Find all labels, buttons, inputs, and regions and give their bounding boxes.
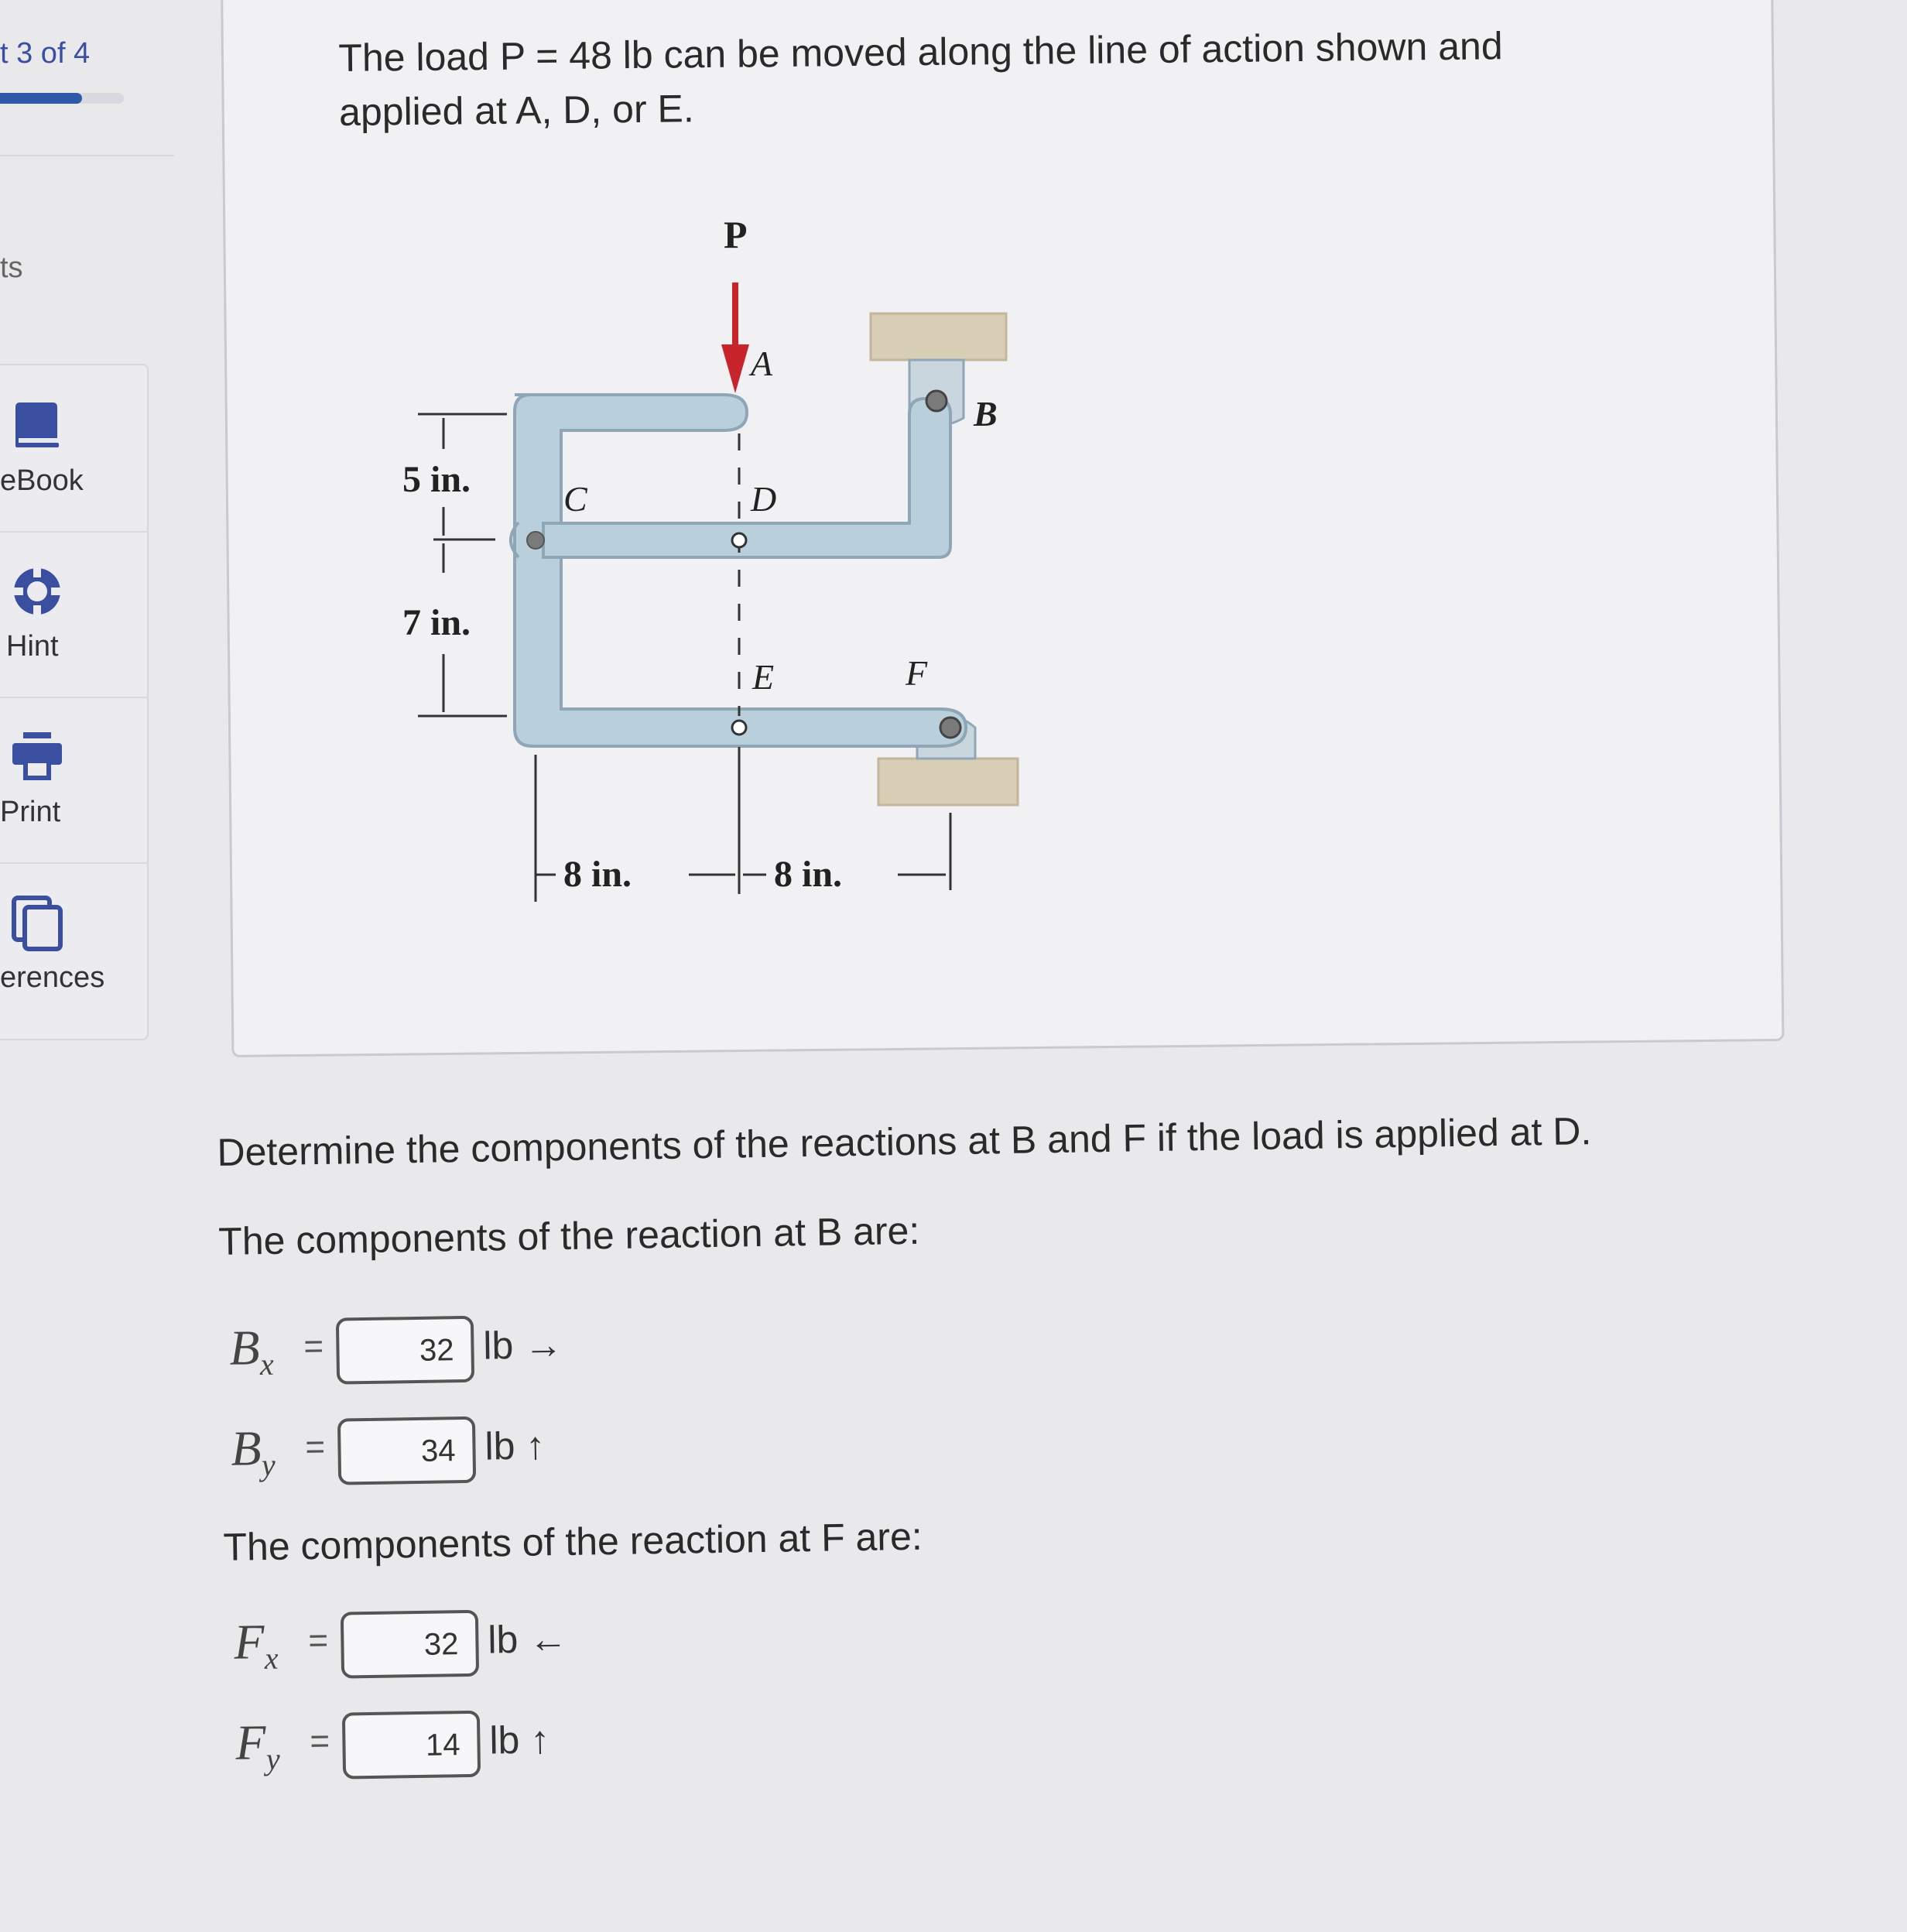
dim-upper-label: 5 in. <box>402 459 471 500</box>
by-symbol: $B_y$ <box>230 1420 276 1482</box>
by-input[interactable] <box>337 1416 476 1485</box>
support-bottom <box>878 759 1018 805</box>
references-icon <box>8 893 67 952</box>
question-intro <box>338 18 1616 139</box>
by-unit: lb ↑ <box>484 1423 546 1468</box>
references-label: erences <box>0 961 105 994</box>
label-f: F <box>906 653 928 693</box>
answer-fx <box>224 1614 568 1684</box>
b-components-heading: The components of the reaction at B are: <box>217 1208 920 1263</box>
section-label: ts <box>0 252 23 284</box>
equals-sign: = <box>307 1621 329 1660</box>
answer-by <box>221 1420 546 1490</box>
bx-symbol: $B_x$ <box>228 1320 274 1382</box>
bx-input[interactable] <box>336 1316 474 1385</box>
label-c: C <box>563 479 587 519</box>
fy-symbol: $F_y$ <box>235 1714 280 1776</box>
ebook-label: eBook <box>0 464 84 497</box>
label-d: D <box>751 479 777 519</box>
ebook-button[interactable] <box>0 365 147 533</box>
intro-line-1: The load P = 48 lb can be moved along the line of action shown and <box>338 24 1503 80</box>
pin-b <box>926 391 947 411</box>
label-b: B <box>974 394 998 433</box>
answer-bx <box>220 1320 563 1389</box>
pin-c <box>527 532 544 549</box>
fy-input[interactable] <box>342 1711 481 1780</box>
references-button[interactable] <box>0 862 147 1028</box>
dim-left-label: 8 in. <box>563 854 632 895</box>
point-e-marker <box>732 721 746 735</box>
bx-value: 32 <box>419 1333 454 1368</box>
dim-right-label: 8 in. <box>774 854 843 895</box>
support-top <box>871 313 1006 360</box>
fx-input[interactable] <box>341 1610 479 1679</box>
equals-sign: = <box>305 1427 326 1467</box>
label-p: P <box>724 213 748 256</box>
f-components-heading: The components of the reaction at F are: <box>223 1514 923 1569</box>
sidebar-divider <box>0 155 174 156</box>
print-label: Print <box>0 796 61 828</box>
hint-button[interactable] <box>0 531 147 698</box>
question-prompt: Determine the components of the reactions at B and F if the load is applied at D. <box>217 1109 1592 1174</box>
frame-figure <box>364 201 1045 929</box>
by-value: 34 <box>420 1434 456 1468</box>
fy-unit: lb ↑ <box>488 1718 550 1762</box>
bx-unit: lb → <box>482 1323 563 1368</box>
fx-symbol: $F_x$ <box>233 1614 279 1676</box>
fy-value: 14 <box>425 1728 460 1762</box>
print-button[interactable] <box>0 697 147 864</box>
intro-line-2: applied at A, D, or E. <box>338 87 694 134</box>
book-icon <box>8 396 67 455</box>
equals-sign: = <box>310 1721 330 1761</box>
fx-unit: lb ← <box>487 1616 568 1662</box>
answer-section <box>217 1106 1765 1776</box>
point-d-marker <box>732 533 746 547</box>
fx-value: 32 <box>423 1627 459 1662</box>
answer-fy <box>226 1714 550 1784</box>
printer-icon <box>8 728 67 786</box>
dim-lower-label: 7 in. <box>402 602 471 643</box>
load-arrow-head <box>721 344 749 393</box>
equals-sign: = <box>303 1327 324 1366</box>
sidebar-tools <box>0 364 149 1040</box>
pin-f <box>940 718 960 738</box>
hint-label: Hint <box>6 630 59 663</box>
label-a: A <box>751 344 773 383</box>
part-progress-label: t 3 of 4 <box>0 37 91 70</box>
lifebuoy-icon <box>8 562 67 621</box>
progress-bar-fill <box>0 93 82 104</box>
label-e: E <box>752 657 775 697</box>
